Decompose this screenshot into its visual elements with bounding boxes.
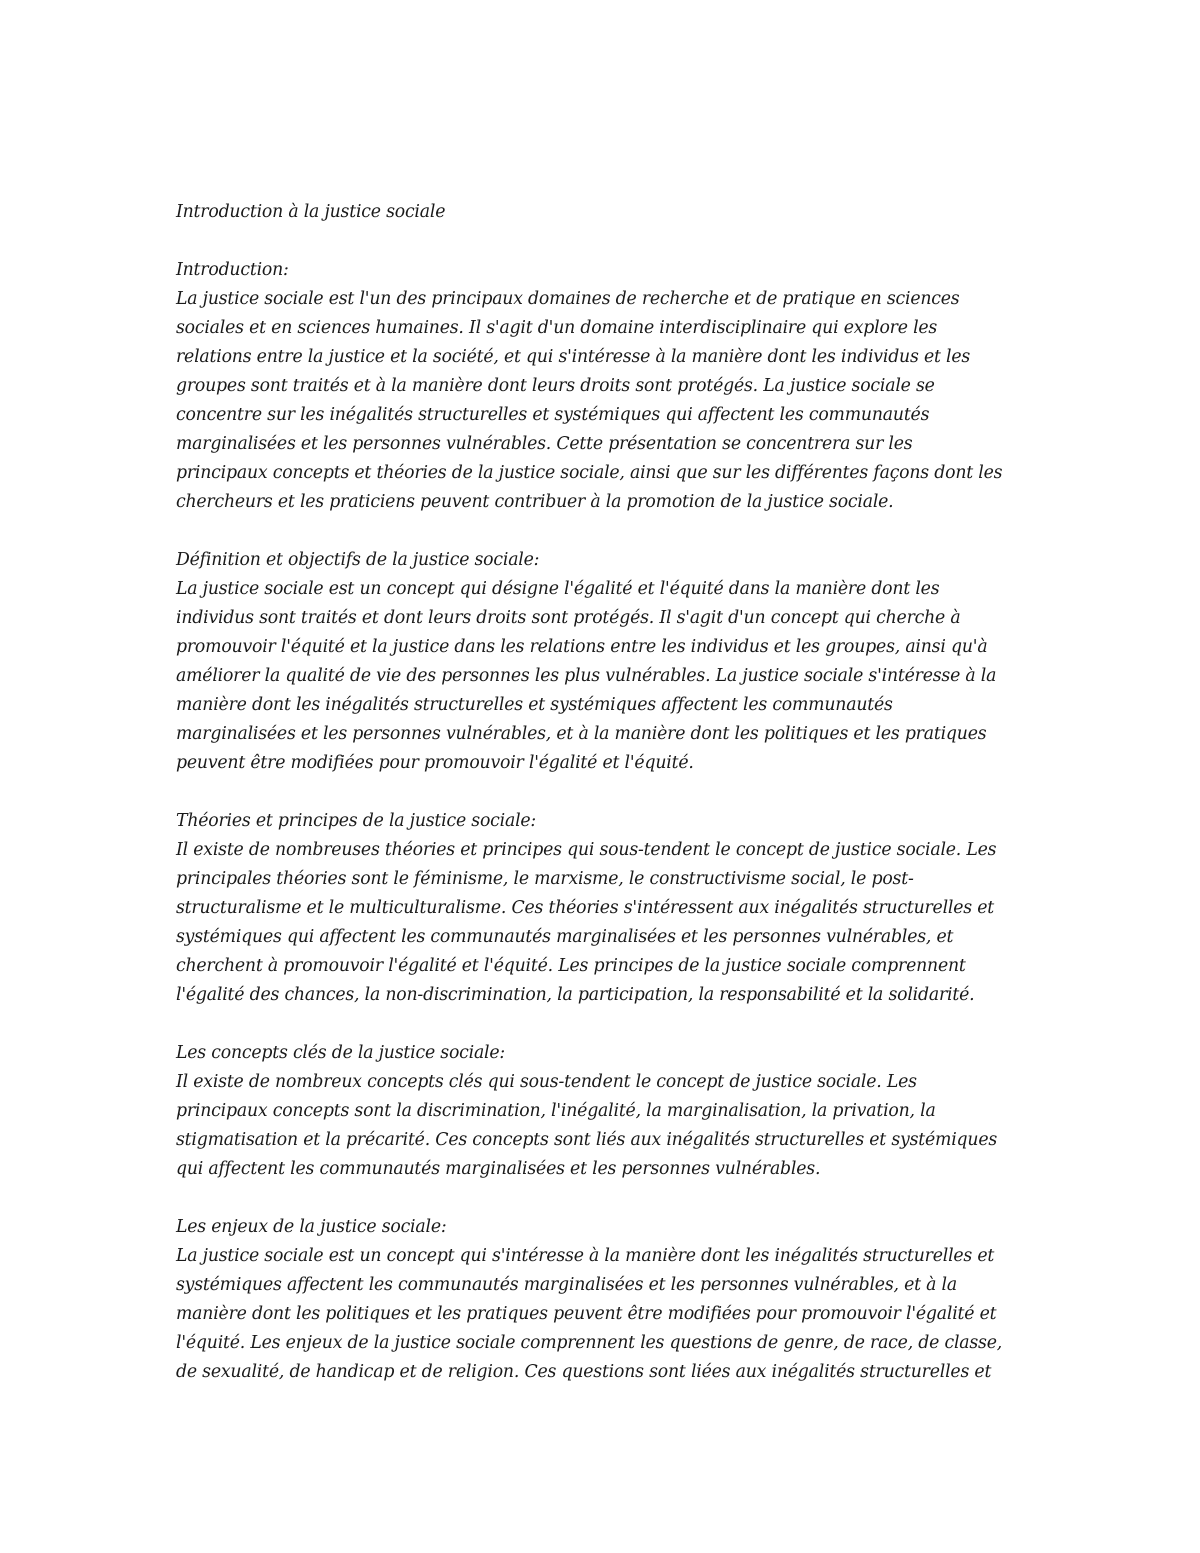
document-title: Introduction à la justice sociale — [176, 202, 446, 222]
spacer — [176, 778, 1036, 807]
paragraph-line: cherchent à promouvoir l'égalité et l'équité. Les principes de la justice sociale comprennent — [176, 956, 966, 976]
paragraph-line: systémiques affectent les communautés marginalisées et les personnes vulnérables, et à la — [176, 1275, 957, 1295]
section-heading: Les enjeux de la justice sociale: — [176, 1217, 447, 1237]
paragraph-line: marginalisées et les personnes vulnérables. Cette présentation se concentrera sur les — [176, 434, 913, 454]
paragraph-line: chercheurs et les praticiens peuvent contribuer à la promotion de la justice sociale. — [176, 492, 894, 512]
paragraph-line: systémiques qui affectent les communautés marginalisées et les personnes vulnérables, et — [176, 927, 954, 947]
paragraph-line: améliorer la qualité de vie des personnes les plus vulnérables. La justice sociale s'intéresse à la — [176, 666, 997, 686]
spacer — [176, 517, 1036, 546]
paragraph-line: de sexualité, de handicap et de religion. Ces questions sont liées aux inégalités structurelles et — [176, 1362, 992, 1382]
paragraph-line: l'équité. Les enjeux de la justice sociale comprennent les questions de genre, de race, de classe, — [176, 1333, 1003, 1353]
paragraph-line: qui affectent les communautés marginalisées et les personnes vulnérables. — [176, 1159, 821, 1179]
paragraph-line: La justice sociale est un concept qui s'intéresse à la manière dont les inégalités structurelles et — [176, 1246, 995, 1266]
section-introduction — [176, 256, 1036, 517]
section-heading: Les concepts clés de la justice sociale: — [176, 1043, 506, 1063]
paragraph-line: Il existe de nombreuses théories et principes qui sous-tendent le concept de justice sociale. Les — [176, 840, 997, 860]
spacer — [176, 1010, 1036, 1039]
paragraph-line: stigmatisation et la précarité. Ces concepts sont liés aux inégalités structurelles et systémiques — [176, 1130, 998, 1150]
paragraph-line: concentre sur les inégalités structurelles et systémiques qui affectent les communautés — [176, 405, 930, 425]
section-heading: Théories et principes de la justice sociale: — [176, 811, 537, 831]
section-heading: Définition et objectifs de la justice sociale: — [176, 550, 540, 570]
paragraph-line: marginalisées et les personnes vulnérables, et à la manière dont les politiques et les pratiques — [176, 724, 987, 744]
section-heading: Introduction: — [176, 260, 289, 280]
section-enjeux — [176, 1213, 1036, 1387]
paragraph-line: individus sont traités et dont leurs droits sont protégés. Il s'agit d'un concept qui cherche à — [176, 608, 961, 628]
section-concepts — [176, 1039, 1036, 1184]
spacer — [176, 227, 1036, 256]
paragraph-line: Il existe de nombreux concepts clés qui sous-tendent le concept de justice sociale. Les — [176, 1072, 917, 1092]
paragraph-line: La justice sociale est l'un des principaux domaines de recherche et de pratique en sciences — [176, 289, 960, 309]
paragraph-line: relations entre la justice et la société, et qui s'intéresse à la manière dont les individus et les — [176, 347, 971, 367]
paragraph-line: principaux concepts et théories de la justice sociale, ainsi que sur les différentes façons dont les — [176, 463, 1003, 483]
paragraph-line: peuvent être modifiées pour promouvoir l'égalité et l'équité. — [176, 753, 694, 773]
paragraph-line: structuralisme et le multiculturalisme. Ces théories s'intéressent aux inégalités structurelles et — [176, 898, 995, 918]
paragraph-line: principaux concepts sont la discrimination, l'inégalité, la marginalisation, la privation, la — [176, 1101, 936, 1121]
document-body — [176, 198, 1036, 1387]
spacer — [176, 1184, 1036, 1213]
paragraph-line: manière dont les inégalités structurelles et systémiques affectent les communautés — [176, 695, 893, 715]
paragraph-line: La justice sociale est un concept qui désigne l'égalité et l'équité dans la manière dont les — [176, 579, 940, 599]
paragraph-line: promouvoir l'équité et la justice dans les relations entre les individus et les groupes, ainsi qu'à — [176, 637, 988, 657]
paragraph-line: groupes sont traités et à la manière dont leurs droits sont protégés. La justice sociale se — [176, 376, 935, 396]
paragraph-line: manière dont les politiques et les pratiques peuvent être modifiées pour promouvoir l'égalité et — [176, 1304, 997, 1324]
paragraph-line: principales théories sont le féminisme, le marxisme, le constructivisme social, le post- — [176, 869, 914, 889]
paragraph-line: l'égalité des chances, la non-discrimination, la participation, la responsabilité et la solidarité. — [176, 985, 975, 1005]
paragraph-line: sociales et en sciences humaines. Il s'agit d'un domaine interdisciplinaire qui explore les — [176, 318, 938, 338]
section-theories — [176, 807, 1036, 1010]
section-definition — [176, 546, 1036, 778]
